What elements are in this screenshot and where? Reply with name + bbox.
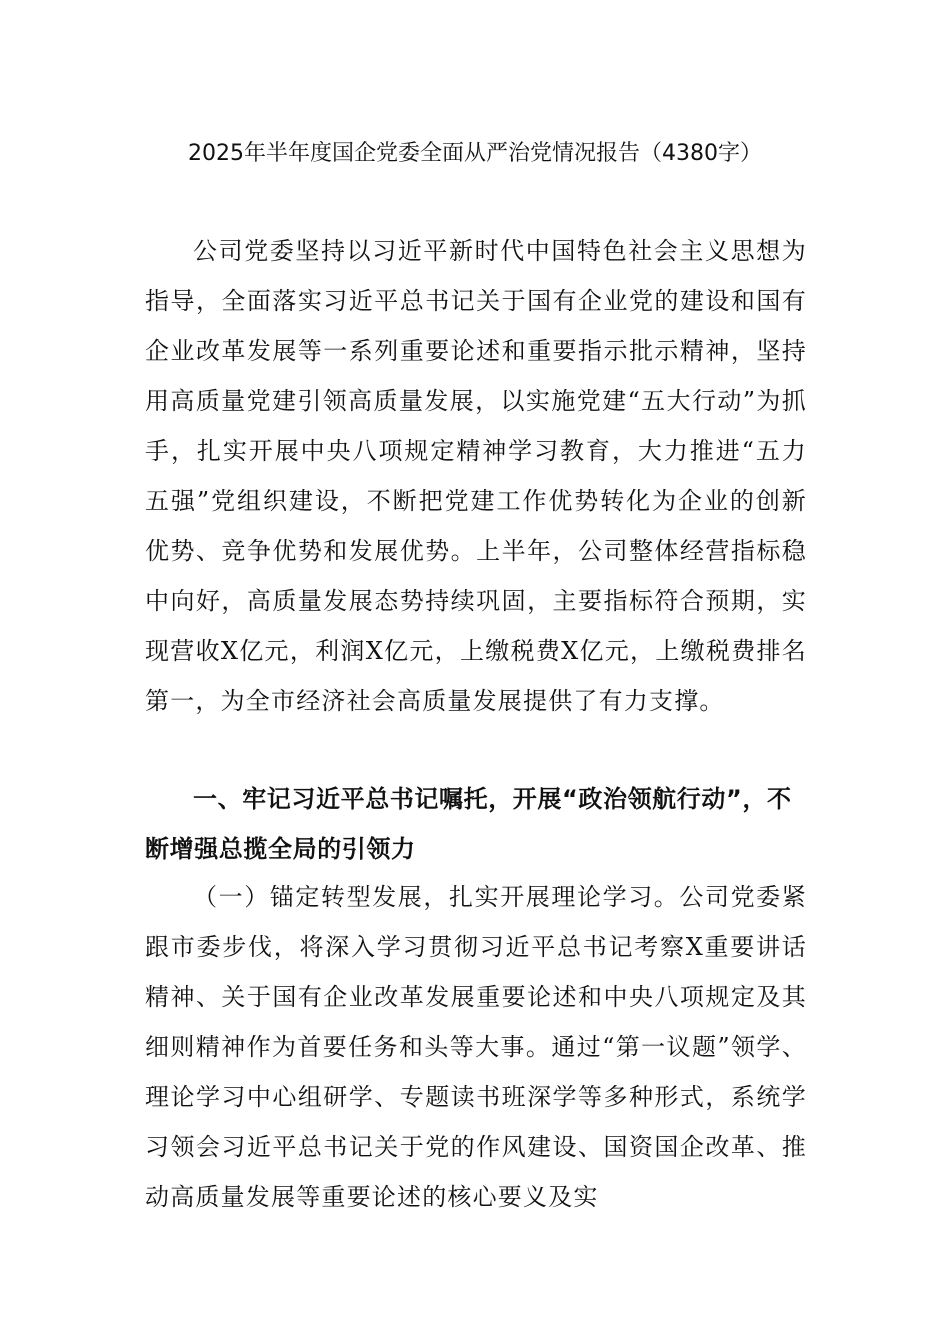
section-1-1-paragraph: （一）锚定转型发展，扎实开展理论学习。公司党委紧跟市委步伐，将深入学习贯彻习近平总书记考察X重要讲话精神、关于国有企业改革发展重要论述和中央八项规定及其细则精神作为首要任务和头等大事。通过“第一议题”领学、理论学习中心组研学、专题读书班深学等多种形式，系统学习领会习近平总书记关于党的作风建设、国资国企改革、推动高质量发展等重要论述的核心要义及实 (145, 883, 807, 1211)
section-1-heading: 一、牢记习近平总书记嘱托，开展“政治领航行动”，不断增强总揽全局的引领力 (145, 785, 792, 863)
document-title: 2025年半年度国企党委全面从严治党情况报告（4380字） (188, 141, 762, 166)
intro-paragraph: 公司党委坚持以习近平新时代中国特色社会主义思想为指导，全面落实习近平总书记关于国有企业党的建设和国有企业改革发展等一系列重要论述和重要指示批示精神，坚持用高质量党建引领高质量发展，以实施党建“五大行动”为抓手，扎实开展中央八项规定精神学习教育，大力推进“五力五强”党组织建设，不断把党建工作优势转化为企业的创新优势、竞争优势和发展优势。上半年，公司整体经营指标稳中向好，高质量发展态势持续巩固，主要指标符合预期，实现营收X亿元，利润X亿元，上缴税费X亿元，上缴税费排名第一，为全市经济社会高质量发展提供了有力支撑。 (145, 237, 807, 715)
